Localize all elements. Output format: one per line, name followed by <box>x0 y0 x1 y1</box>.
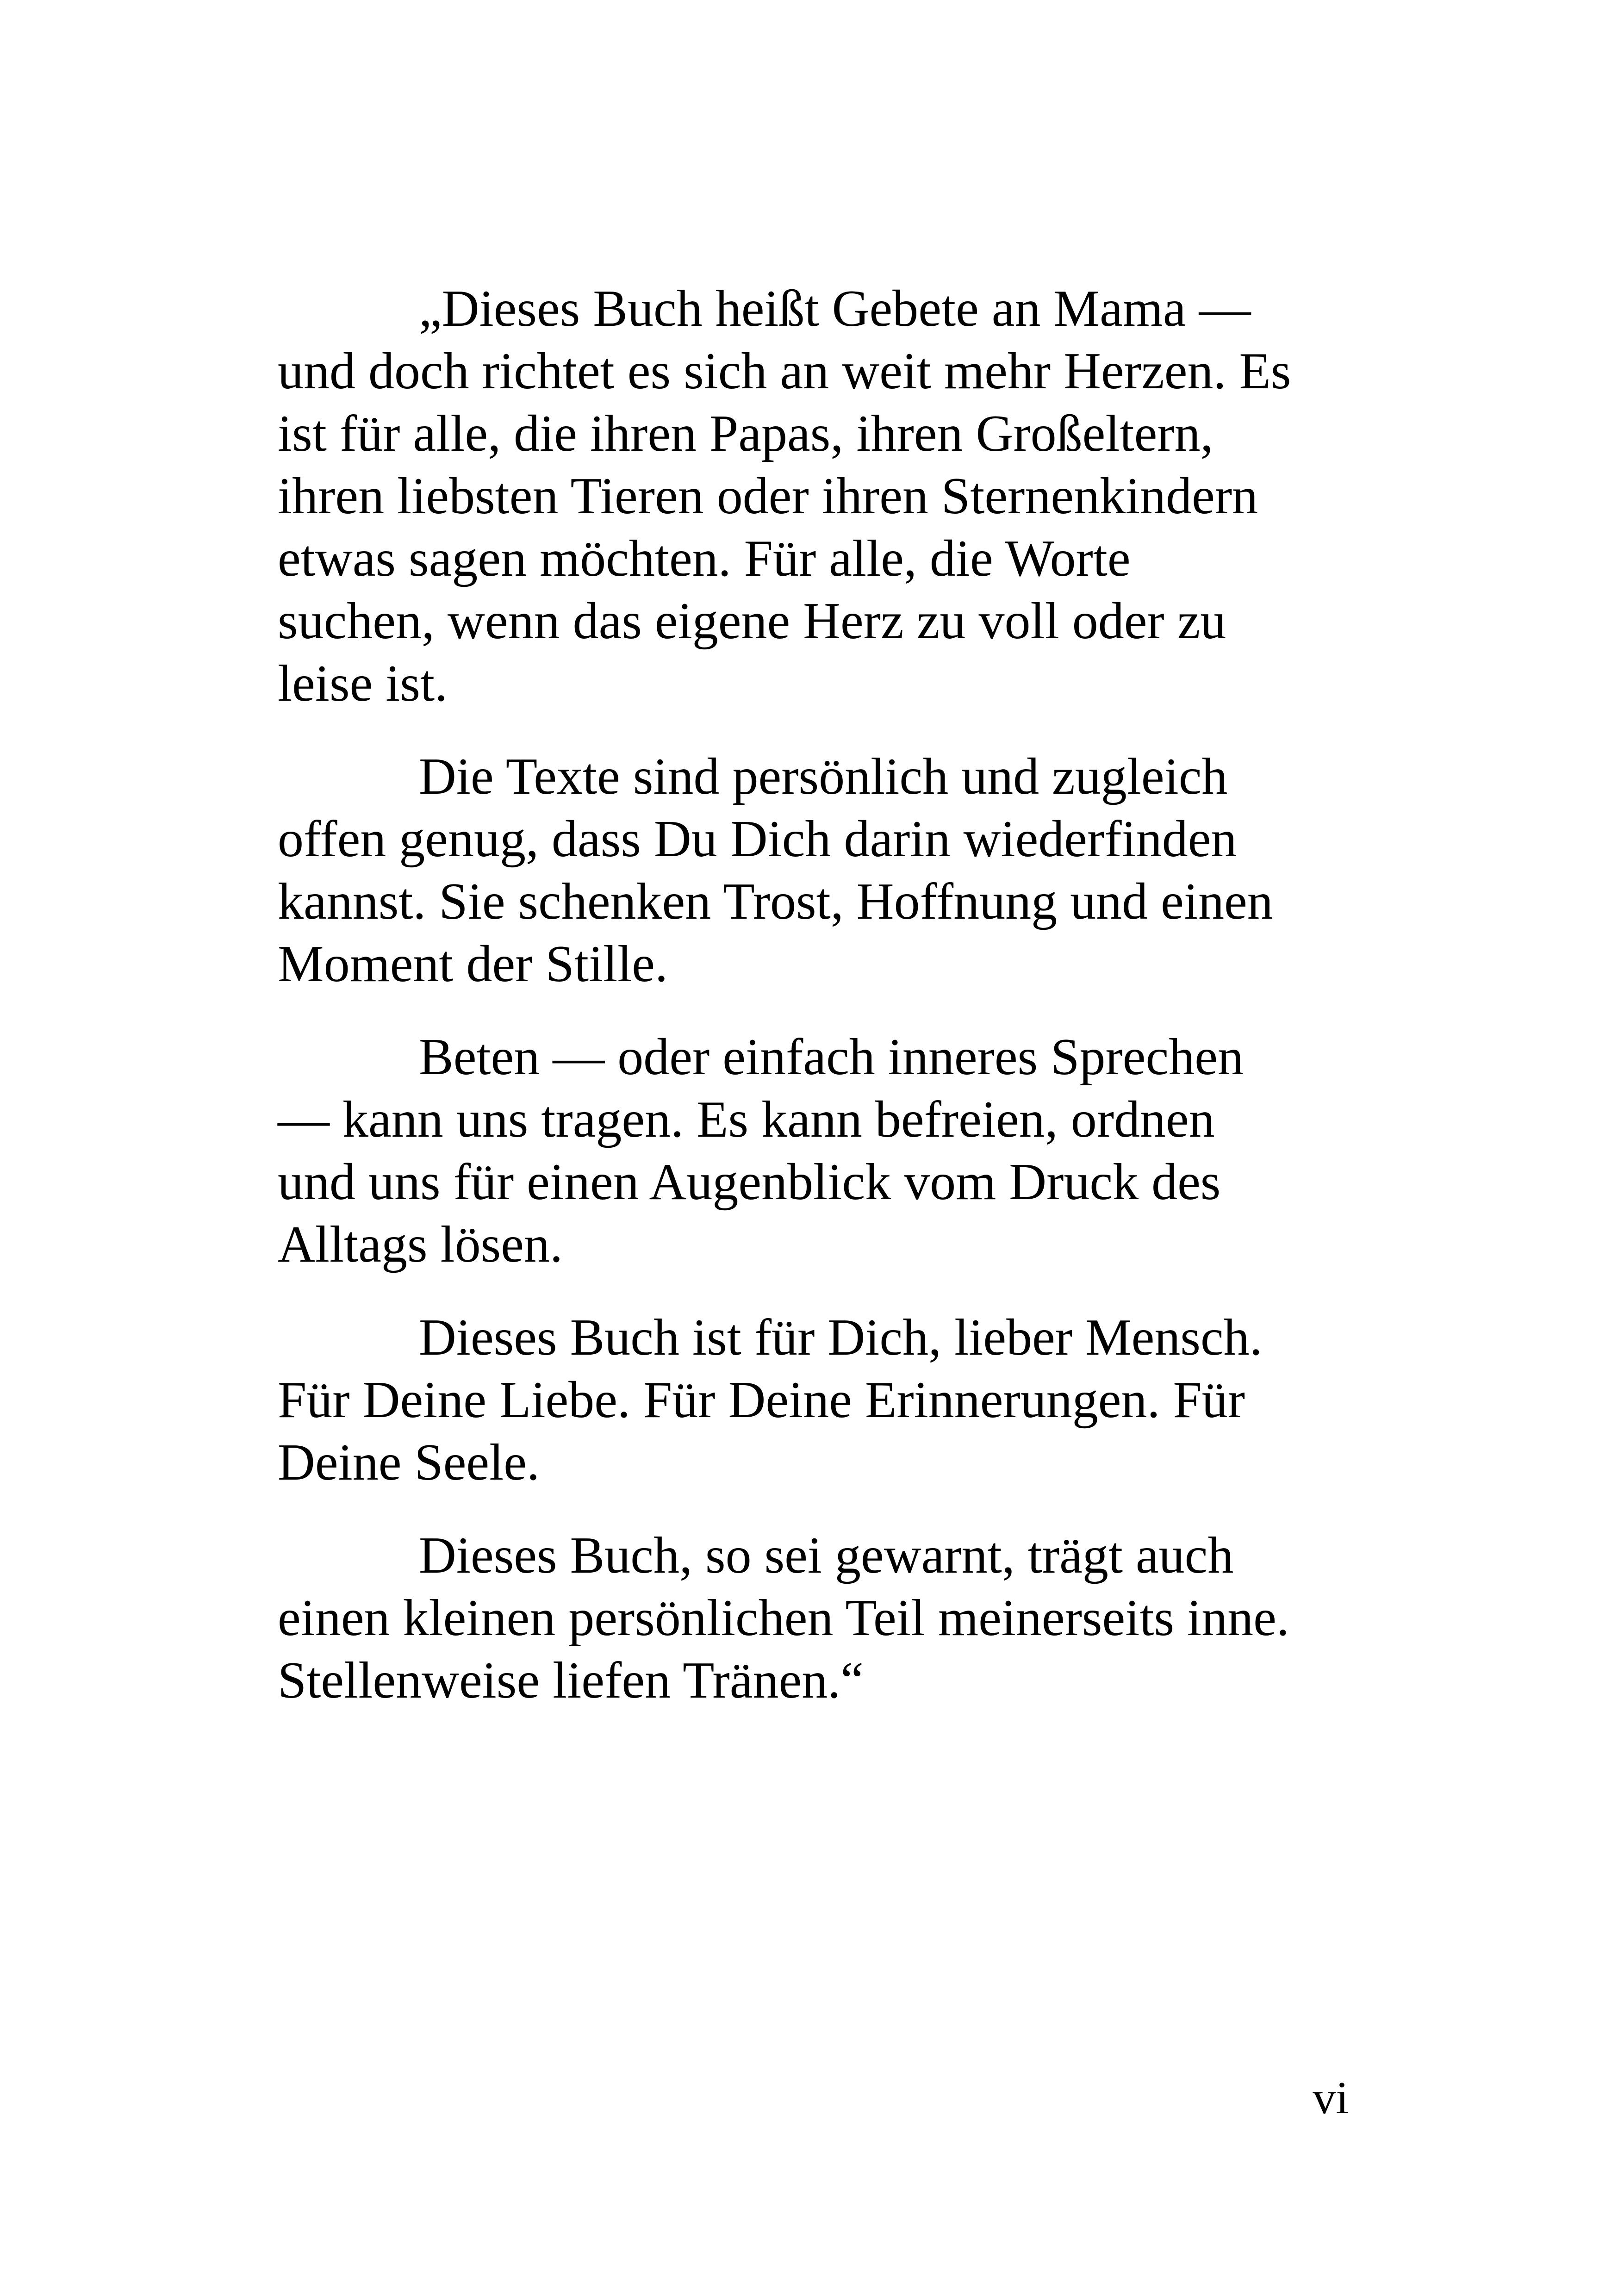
text-line: ihren liebsten Tieren oder ihren Sternenkindern <box>278 467 1258 525</box>
paragraph-3 <box>278 1026 1356 1276</box>
text-line: offen genug, dass Du Dich darin wiederfinden <box>278 810 1237 868</box>
text-line: Stellenweise liefen Tränen.“ <box>278 1652 864 1709</box>
paragraph-2 <box>278 746 1356 996</box>
text-line: Die Texte sind persönlich und zugleich <box>419 748 1228 805</box>
text-line: ist für alle, die ihren Papas, ihren Großeltern, <box>278 405 1214 462</box>
paragraph-4 <box>278 1307 1356 1494</box>
paragraph-1 <box>278 278 1356 715</box>
text-line: und doch richtet es sich an weit mehr Herzen. Es <box>278 342 1291 400</box>
text-line: und uns für einen Augenblick vom Druck des <box>278 1153 1221 1211</box>
text-line: etwas sagen möchten. Für alle, die Worte <box>278 530 1131 587</box>
body-text <box>278 278 1356 1742</box>
text-line: leise ist. <box>278 655 448 712</box>
text-line: Alltags lösen. <box>278 1216 563 1273</box>
text-line: Dieses Buch ist für Dich, lieber Mensch. <box>419 1309 1263 1366</box>
paragraph-5 <box>278 1524 1356 1712</box>
text-line: — kann uns tragen. Es kann befreien, ordnen <box>278 1091 1215 1148</box>
text-line: Für Deine Liebe. Für Deine Erinnerungen. Für <box>278 1371 1245 1429</box>
text-line: Beten — oder einfach inneres Sprechen <box>419 1028 1244 1086</box>
text-line: Deine Seele. <box>278 1434 540 1491</box>
text-line: Moment der Stille. <box>278 935 668 993</box>
text-line: Dieses Buch, so sei gewarnt, trägt auch <box>419 1527 1234 1584</box>
text-line: einen kleinen persönlichen Teil meinerseits inne. <box>278 1589 1289 1647</box>
text-line: kannst. Sie schenken Trost, Hoffnung und einen <box>278 873 1273 930</box>
text-line: suchen, wenn das eigene Herz zu voll oder zu <box>278 592 1226 650</box>
page-number: vi <box>1313 2072 1349 2123</box>
text-line: „Dieses Buch heißt Gebete an Mama — <box>419 280 1251 337</box>
